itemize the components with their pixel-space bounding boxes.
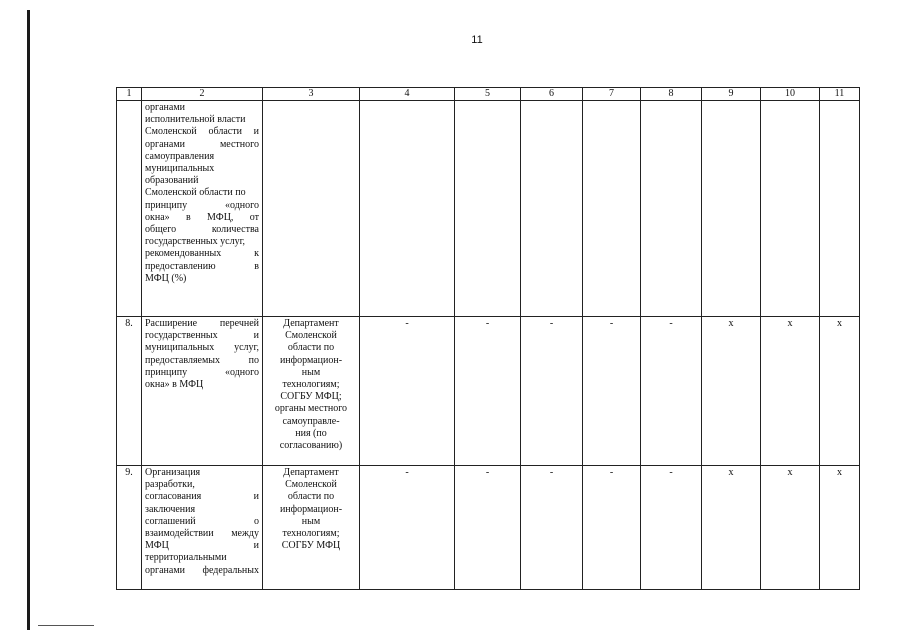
responsible-line: информацион- [279, 503, 343, 515]
measure-name-line: окна» в МФЦ, от [145, 211, 259, 223]
responsible-cell [263, 101, 360, 317]
measure-name-line: Смоленской области по [145, 187, 246, 199]
value-cell: x [820, 317, 860, 466]
value-cell: - [521, 466, 583, 590]
value-cell: - [641, 317, 702, 466]
measure-name-line: Расширение перечней [145, 318, 259, 329]
measure-name-line: общего количества [145, 224, 259, 236]
value-cell: - [455, 317, 521, 466]
measure-name-line: МФЦ и [145, 540, 259, 552]
responsible-line: технологиям; [282, 379, 340, 391]
responsible-line: ния (по [295, 427, 327, 439]
value-cell: - [641, 466, 702, 590]
measure-name-line: органами федеральных [145, 564, 259, 576]
responsible-line: Смоленской [285, 330, 337, 342]
column-header: 3 [263, 88, 360, 101]
measure-name-line: заключения [145, 503, 196, 515]
responsible-line: ным [301, 366, 321, 378]
column-header: 8 [641, 88, 702, 101]
measure-name-line: органами [145, 102, 186, 113]
column-header: 6 [521, 88, 583, 101]
responsible-line: самоуправле- [282, 415, 340, 427]
value-cell: - [583, 466, 641, 590]
measure-name-line: государственных и [145, 330, 259, 342]
column-header: 9 [702, 88, 761, 101]
responsible-cell [263, 466, 360, 590]
responsible-line: СОГБУ МФЦ; [280, 391, 342, 403]
row-number: 8. [117, 317, 142, 466]
value-cell: x [702, 466, 761, 590]
column-header: 1 [117, 88, 142, 101]
column-header: 2 [142, 88, 263, 101]
responsible-line: технологиям; [282, 528, 340, 540]
responsible-cell [263, 317, 360, 466]
responsible-line: СОГБУ МФЦ [281, 540, 341, 552]
measure-name-line: муниципальных услуг, [145, 342, 259, 354]
responsible-line: ным [301, 515, 321, 527]
row-number: 9. [117, 466, 142, 590]
measure-name-line: взаимодействии между [145, 528, 259, 540]
value-cell: - [583, 317, 641, 466]
measure-name-line: исполнительной власти [145, 114, 246, 126]
measure-name-line: соглашений о [145, 515, 259, 527]
measure-name-line: предоставлению в [145, 260, 259, 272]
program-table [116, 87, 860, 590]
table-row [117, 466, 860, 590]
table-row [117, 317, 860, 466]
table-row-continued [117, 101, 860, 317]
measure-name-line: органами местного [145, 138, 259, 150]
measure-name-line: государственных услуг, [145, 236, 246, 248]
column-header: 7 [583, 88, 641, 101]
row-number [117, 101, 142, 317]
value-cell: - [521, 317, 583, 466]
value-cell [360, 101, 455, 317]
measure-name-line: муниципальных [145, 163, 215, 175]
measure-name-line: согласования и [145, 491, 259, 503]
column-header: 4 [360, 88, 455, 101]
measure-name-cell [142, 317, 263, 466]
responsible-line: информацион- [279, 354, 343, 366]
scan-left-edge-bar [27, 10, 30, 630]
measure-name-line: Организация [145, 467, 201, 478]
page-number: 11 [471, 34, 483, 46]
value-cell: x [761, 466, 820, 590]
scan-artifact-line [38, 625, 94, 626]
value-cell [702, 101, 761, 317]
responsible-line: органы местного [274, 403, 348, 415]
measure-name-line: разработки, [145, 479, 195, 491]
table-header-row [117, 88, 860, 101]
responsible-line: области по [287, 491, 335, 503]
column-header: 10 [761, 88, 820, 101]
measure-name-line: рекомендованных к [145, 248, 259, 260]
measure-name-line: Смоленской области и [145, 126, 259, 138]
value-cell [583, 101, 641, 317]
value-cell: x [702, 317, 761, 466]
measure-name-cell [142, 466, 263, 590]
responsible-line: Департамент [283, 318, 339, 329]
column-header: 5 [455, 88, 521, 101]
measure-name-line: окна» в МФЦ [145, 379, 204, 391]
column-header: 11 [820, 88, 860, 101]
measure-name-cell [142, 101, 263, 317]
measure-name-line: образований [145, 175, 199, 187]
value-cell [761, 101, 820, 317]
responsible-line: согласованию) [279, 440, 343, 452]
responsible-line: области по [287, 342, 335, 354]
value-cell [455, 101, 521, 317]
measure-name-line: территориальными [145, 552, 227, 564]
measure-name-line: МФЦ (%) [145, 272, 187, 284]
value-cell: x [761, 317, 820, 466]
value-cell [521, 101, 583, 317]
measure-name-line: предоставляемых по [145, 354, 259, 366]
value-cell: x [820, 466, 860, 590]
responsible-line: Смоленской [285, 479, 337, 491]
value-cell: - [360, 317, 455, 466]
value-cell [641, 101, 702, 317]
responsible-line: Департамент [283, 467, 339, 478]
value-cell: - [455, 466, 521, 590]
measure-name-line: самоуправления [145, 150, 215, 162]
measure-name-line: принципу «одного [145, 366, 259, 378]
measure-name-line: принципу «одного [145, 199, 259, 211]
value-cell: - [360, 466, 455, 590]
value-cell [820, 101, 860, 317]
